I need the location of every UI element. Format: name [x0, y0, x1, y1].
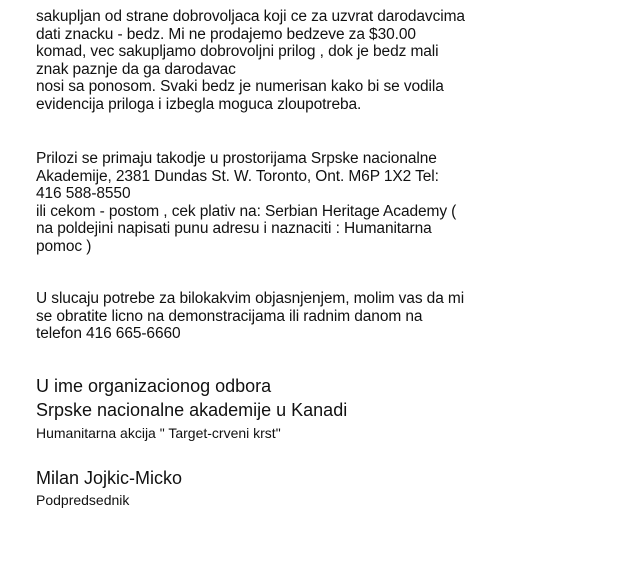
paragraph-donation-badge — [36, 8, 626, 114]
signature-org-name: Srpske nacionalne akademije u Kanadi — [36, 400, 348, 420]
text-line: Akademije, 2381 Dundas St. W. Toronto, Ont. M6P 1X2 Tel: — [36, 167, 439, 185]
text-line: komad, vec sakupljamo dobrovoljni prilog , dok je bedz mali — [36, 43, 439, 61]
text-line: Prilozi se primaju takodje u prostorijama Srpske nacionalne — [36, 150, 437, 167]
paragraph-contact-info — [36, 290, 626, 343]
paragraph-contributions-address — [36, 150, 626, 256]
signature-org-line: U ime organizacionog odbora — [36, 376, 272, 396]
text-line: evidencija priloga i izbegla moguca zloupotreba. — [36, 95, 362, 113]
text-line: nosi sa ponosom. Svaki bedz je numerisan kako bi se vodila — [36, 78, 444, 96]
signatory-name: Milan Jojkic-Micko — [36, 468, 183, 488]
text-line: dati znacku - bedz. Mi ne prodajemo bedzeve za $30.00 — [36, 25, 416, 43]
text-line: telefon 416 665-6660 — [36, 325, 181, 343]
text-line: U slucaju potrebe za bilokakvim objasnjenjem, molim vas da mi — [36, 290, 465, 307]
text-line: pomoc ) — [36, 237, 92, 255]
text-line: sakupljan od strane dobrovoljaca koji ce za uzvrat darodavcima — [36, 8, 465, 25]
text-line: znak paznje da ga darodavac — [36, 60, 236, 78]
signatory-title: Podpredsednik — [36, 492, 130, 508]
text-line: na poldejini napisati punu adresu i naznaciti : Humanitarna — [36, 220, 432, 238]
text-line: se obratite licno na demonstracijama ili radnim danom na — [36, 307, 423, 325]
text-line: ili cekom - postom , cek plativ na: Serbian Heritage Academy ( — [36, 202, 457, 220]
text-line: 416 588-8550 — [36, 185, 131, 203]
signature-campaign-name: Humanitarna akcija " Target-crveni krst" — [36, 425, 281, 441]
